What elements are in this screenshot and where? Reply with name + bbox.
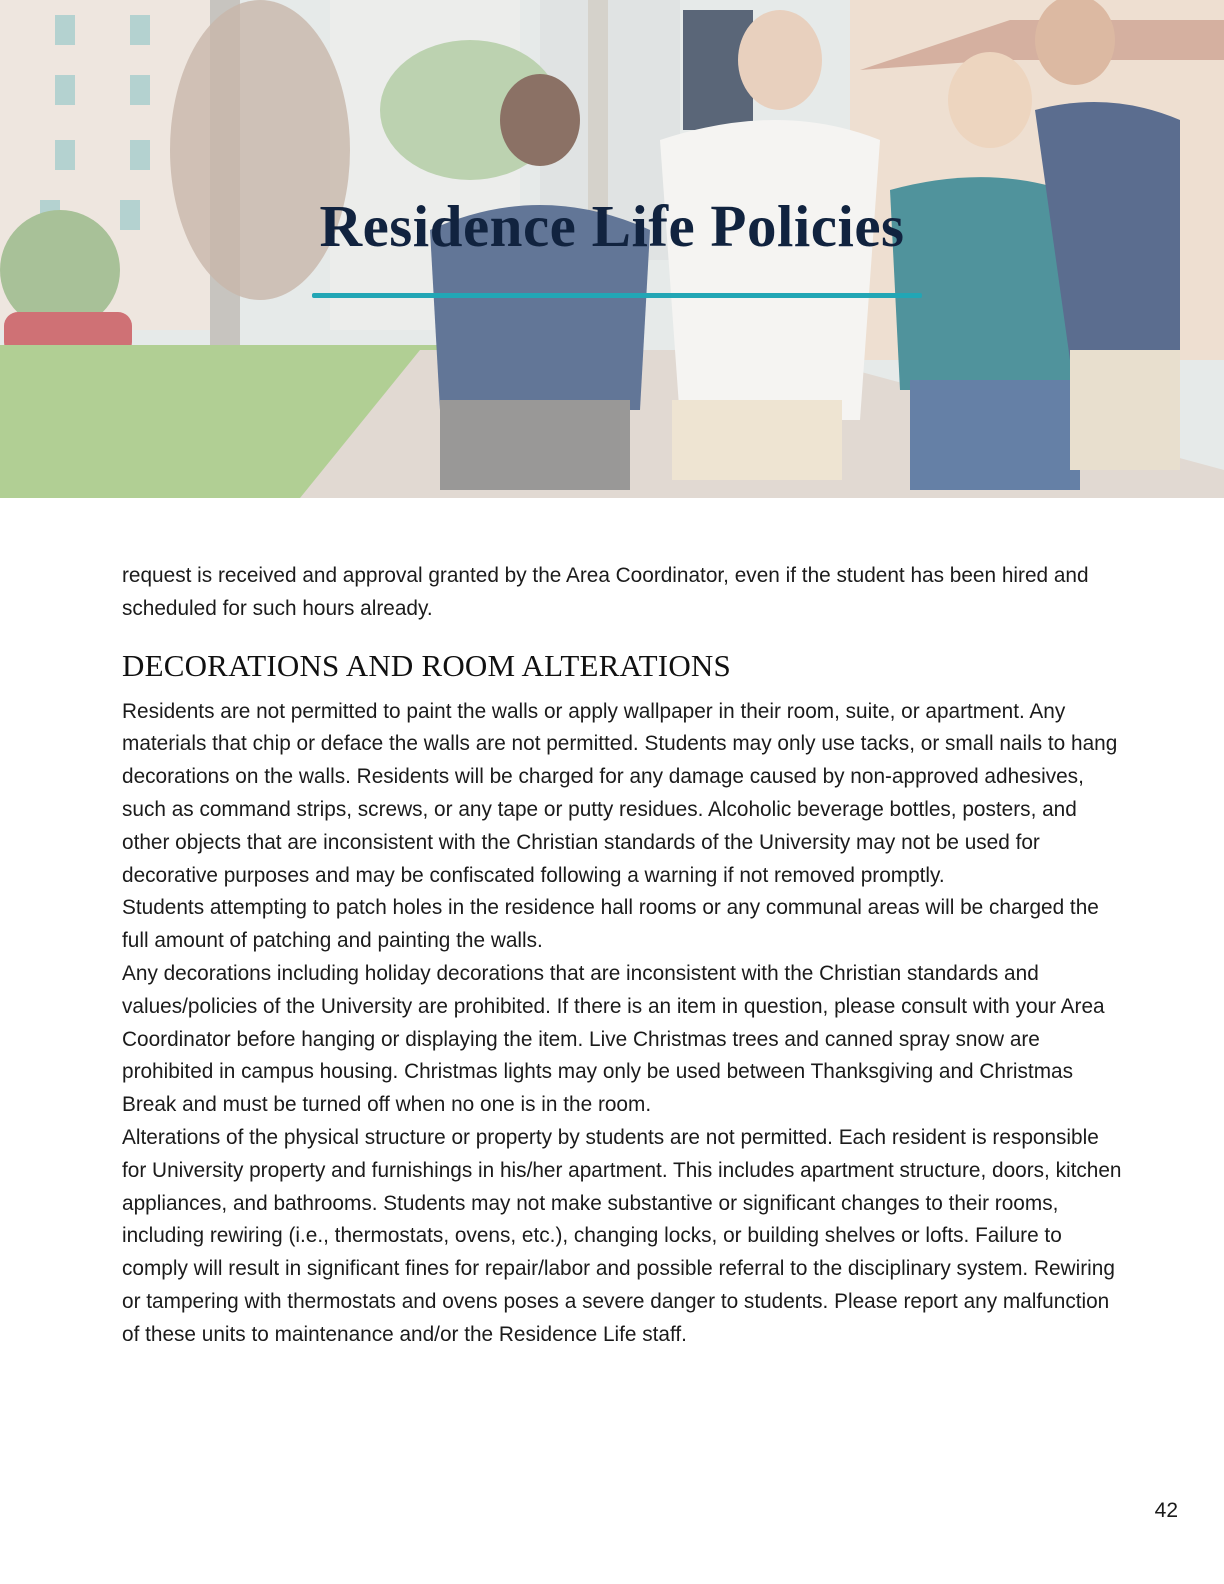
header-banner bbox=[0, 0, 1224, 498]
page-number: 42 bbox=[1154, 1499, 1178, 1522]
title-underline bbox=[312, 293, 922, 298]
section-heading: DECORATIONS AND ROOM ALTERATIONS bbox=[122, 647, 731, 683]
section-paragraph: Alterations of the physical structure or property by students are not permitted. Each resident is responsible for University property and furnishings in his/her apartment. This includes apartment structure, doors, kitchen appliances, and bathrooms. Students may not make substantive or significant changes to their rooms, including rewiring (i.e., thermostats, ovens, etc.), changing locks, or building shelves or lofts. Failure to comply will result in significant fines for repair/labor and possible referral to the disciplinary system. Rewiring or tampering with thermostats and ovens poses a severe danger to students. Please report any malfunction of these units to maintenance and/or the Residence Life staff. bbox=[122, 1125, 1122, 1346]
page-title: Residence Life Policies bbox=[319, 193, 905, 259]
section-paragraph: Any decorations including holiday decorations that are inconsistent with the Christian standards and values/policies of the University are prohibited. If there is an item in question, please consult with your Area Coordinator before hanging or displaying the item. Live Christmas trees and canned spray snow are prohibited in campus housing. Christmas lights may only be used between Thanksgiving and Christmas Break and must be turned off when no one is in the room. bbox=[122, 961, 1105, 1117]
section-paragraph: Residents are not permitted to paint the walls or apply wallpaper in their room, suite, or apartment. Any materials that chip or deface the walls are not permitted. Students may only use tacks, or small nails to hang decorations on the walls. Residents will be charged for any damage caused by non-approved adhesives, such as command strips, screws, or any tape or putty residues. Alcoholic beverage bottles, posters, and other objects that are inconsistent with the Christian standards of the University may not be used for decorative purposes and may be confiscated following a warning if not removed promptly. bbox=[122, 699, 1118, 887]
document-body bbox=[122, 560, 1122, 1352]
intro-paragraph: request is received and approval granted by the Area Coordinator, even if the student has been hired and scheduled for such hours already. bbox=[122, 564, 1089, 620]
section-paragraph: Students attempting to patch holes in the residence hall rooms or any communal areas will be charged the full amount of patching and painting the walls. bbox=[122, 896, 1099, 953]
